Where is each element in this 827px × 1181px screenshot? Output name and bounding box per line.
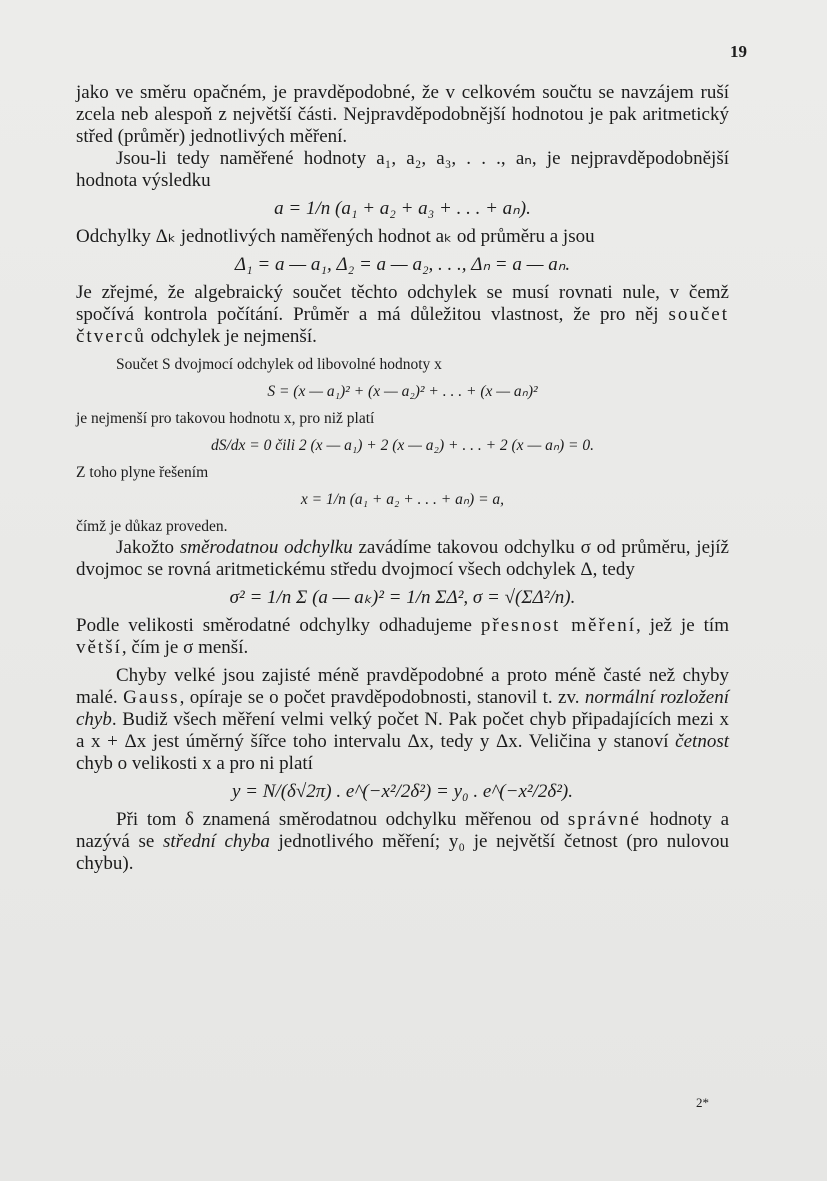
italic-term: normální rozložení chyb (76, 687, 729, 730)
spaced-emphasis: správné (567, 809, 641, 830)
text-span: Podle velikosti směrodatné odchylky odhadujeme (76, 615, 481, 636)
paragraph-2: Jsou-li tedy naměřené hodnoty a₁, a₂, a₃, . . ., aₙ, je nejpravděpodobnější hodnota výsledku (76, 148, 729, 191)
page-number: 19 (730, 42, 747, 61)
text-span: Je zřejmé, že algebraický součet těchto odchylek se musí rovnati nule, v čemž spočívá kontrola počítání. Průměr a má důležitou vlastnost, že pro něj (76, 282, 729, 325)
paragraph-8: čímž je důkaz proveden. (76, 518, 228, 535)
text-span: , čím je σ menší. (121, 637, 249, 658)
paragraph-10 (76, 615, 729, 659)
formula-derivative: dS/dx = 0 čili 2 (x — a₁) + 2 (x — a₂) + . . . + 2 (x — aₙ) = 0. (210, 437, 595, 454)
formula-gauss: y = N/(δ√2π) . e^(−x²/2δ²) = y₀ . e^(−x²/2δ²). (232, 781, 573, 802)
formula-mean: a = 1/n (a₁ + a₂ + a₃ + . . . + aₙ). (274, 198, 531, 219)
formula-sigma: σ² = 1/n Σ (a — aₖ)² = 1/n ΣΔ², σ = √(ΣΔ²/n). (229, 587, 576, 608)
text-span: Chyby velké jsou zajisté méně pravděpodobné a proto méně časté než chyby malé. (76, 665, 729, 708)
paragraph-11 (76, 665, 729, 775)
paragraph-4 (76, 282, 729, 348)
text-span: jednotlivého měření; y₀ je největší četnost (pro nulovou chybu). (76, 831, 729, 874)
signature-mark: 2* (696, 1095, 709, 1110)
spaced-emphasis: přesnost měření (480, 615, 637, 636)
formula-deviations: Δ₁ = a — a₁, Δ₂ = a — a₂, . . ., Δₙ = a — aₙ. (234, 254, 571, 275)
paragraph-9 (76, 537, 729, 581)
formula-sum-squares: S = (x — a₁)² + (x — a₂)² + . . . + (x — aₙ)² (267, 383, 538, 400)
spaced-emphasis: součet čtverců (76, 304, 729, 347)
italic-term: četnost (675, 731, 729, 752)
italic-term: směrodatnou odchylku (179, 537, 353, 558)
spaced-emphasis: větší (76, 637, 122, 658)
paragraph-5: Součet S dvojmocí odchylek od libovolné hodnoty x (116, 356, 442, 373)
paragraph-7: Z toho plyne řešením (76, 464, 209, 481)
text-span: , jež je tím (636, 615, 729, 636)
text-span: . Budiž všech měření velmi velký počet N. Pak počet chyb připadajících mezi x a x + Δx jest úměrný šířce toho intervalu Δx, tedy y Δx. Veličina y stanoví (76, 709, 729, 752)
paragraph-1: jako ve směru opačném, je pravděpodobné, že v celkovém součtu se navzájem ruší zcela neb alespoň z největší části. Nejpravděpodobnější hodnotou je pak aritmetický střed (průměr) jednotlivých měření. (76, 82, 729, 147)
paragraph-3: Odchylky Δₖ jednotlivých naměřených hodnot aₖ od průměru a jsou (76, 226, 595, 247)
text-span: Při tom δ znamená směrodatnou odchylku měřenou od (116, 809, 568, 830)
text-span: odchylek je nejmenší. (145, 326, 317, 347)
text-span: zavádíme takovou odchylku σ od průměru, jejíž dvojmoc se rovná aritmetickému středu dvojmocí všech odchylek Δ, tedy (76, 537, 729, 580)
page-body (76, 82, 729, 875)
text-span: chyb o velikosti x a pro ni platí (76, 753, 313, 774)
text-span: , opíraje se o počet pravděpodobnosti, stanovil t. zv. (179, 687, 585, 708)
text-span: Jakožto (116, 537, 180, 558)
paragraph-6: je nejmenší pro takovou hodnotu x, pro niž platí (76, 410, 375, 427)
italic-term: střední chyba (163, 831, 270, 852)
text-span: hodnoty a nazývá se (76, 809, 729, 852)
paragraph-12 (76, 809, 729, 875)
spaced-emphasis: Gauss (123, 687, 180, 708)
formula-solution: x = 1/n (a₁ + a₂ + . . . + aₙ) = a, (300, 491, 505, 508)
